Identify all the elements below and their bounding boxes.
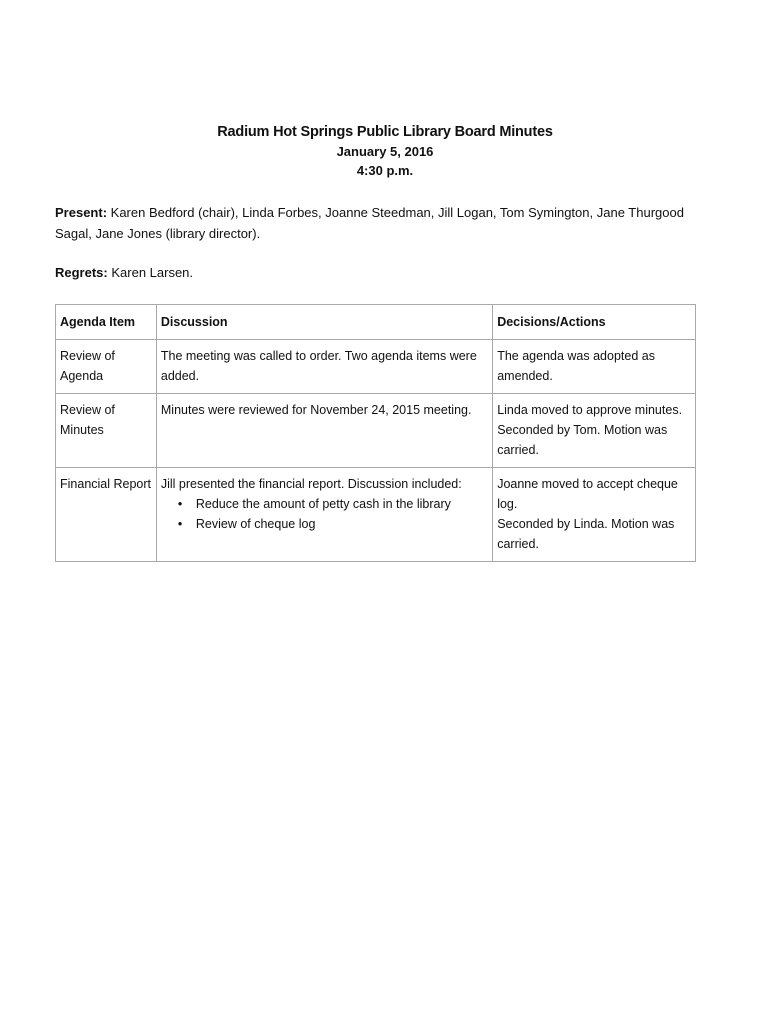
meeting-time: 4:30 p.m. [356, 163, 414, 178]
document-title: Radium Hot Springs Public Library Board Minutes [217, 124, 553, 140]
attendees-paragraph [55, 202, 707, 244]
decision-line: The agenda was adopted as amended. [497, 349, 655, 383]
document-header [0, 122, 770, 180]
present-label: Present: [55, 205, 108, 220]
agenda-item-cell: Financial Report [56, 468, 157, 562]
list-item [177, 514, 488, 534]
table-row [56, 340, 696, 394]
discussion-text: Jill presented the financial report. Discussion included: [160, 477, 462, 491]
minutes-table [55, 304, 696, 562]
discussion-bullet-list [161, 494, 488, 534]
table-row [56, 468, 696, 562]
discussion-cell: The meeting was called to order. Two agenda items were added. [156, 340, 492, 394]
bullet-icon: • [177, 517, 183, 531]
regrets-paragraph [55, 262, 707, 283]
header-discussion: Discussion [156, 305, 492, 340]
decision-cell [493, 340, 696, 394]
decision-cell [493, 468, 696, 562]
regrets-names: Karen Larsen. [107, 265, 194, 280]
discussion-cell [156, 468, 492, 562]
decision-line: Seconded by Tom. Motion was carried. [497, 423, 668, 457]
present-names: Karen Bedford (chair), Linda Forbes, Joanne Steedman, Jill Logan, Tom Symington, Jane Thurgood Sagal, Jane Jones (library director). [55, 205, 684, 241]
regrets-label: Regrets: [55, 265, 108, 280]
decision-line: Linda moved to approve minutes. [497, 403, 683, 417]
bullet-icon: • [177, 497, 183, 511]
bullet-text: Reduce the amount of petty cash in the library [195, 497, 451, 511]
meeting-date: January 5, 2016 [336, 144, 434, 159]
discussion-cell: Minutes were reviewed for November 24, 2015 meeting. [156, 394, 492, 468]
decision-cell [493, 394, 696, 468]
decision-line: Seconded by Linda. Motion was carried. [497, 517, 675, 551]
table-row [56, 394, 696, 468]
decision-line: Joanne moved to accept cheque log. [497, 477, 678, 511]
bullet-text: Review of cheque log [195, 517, 316, 531]
header-decisions-actions: Decisions/Actions [493, 305, 696, 340]
table-header-row [56, 305, 696, 340]
agenda-item-cell: Review of Minutes [56, 394, 157, 468]
list-item [177, 494, 488, 514]
header-agenda-item: Agenda Item [56, 305, 157, 340]
agenda-item-cell: Review of Agenda [56, 340, 157, 394]
